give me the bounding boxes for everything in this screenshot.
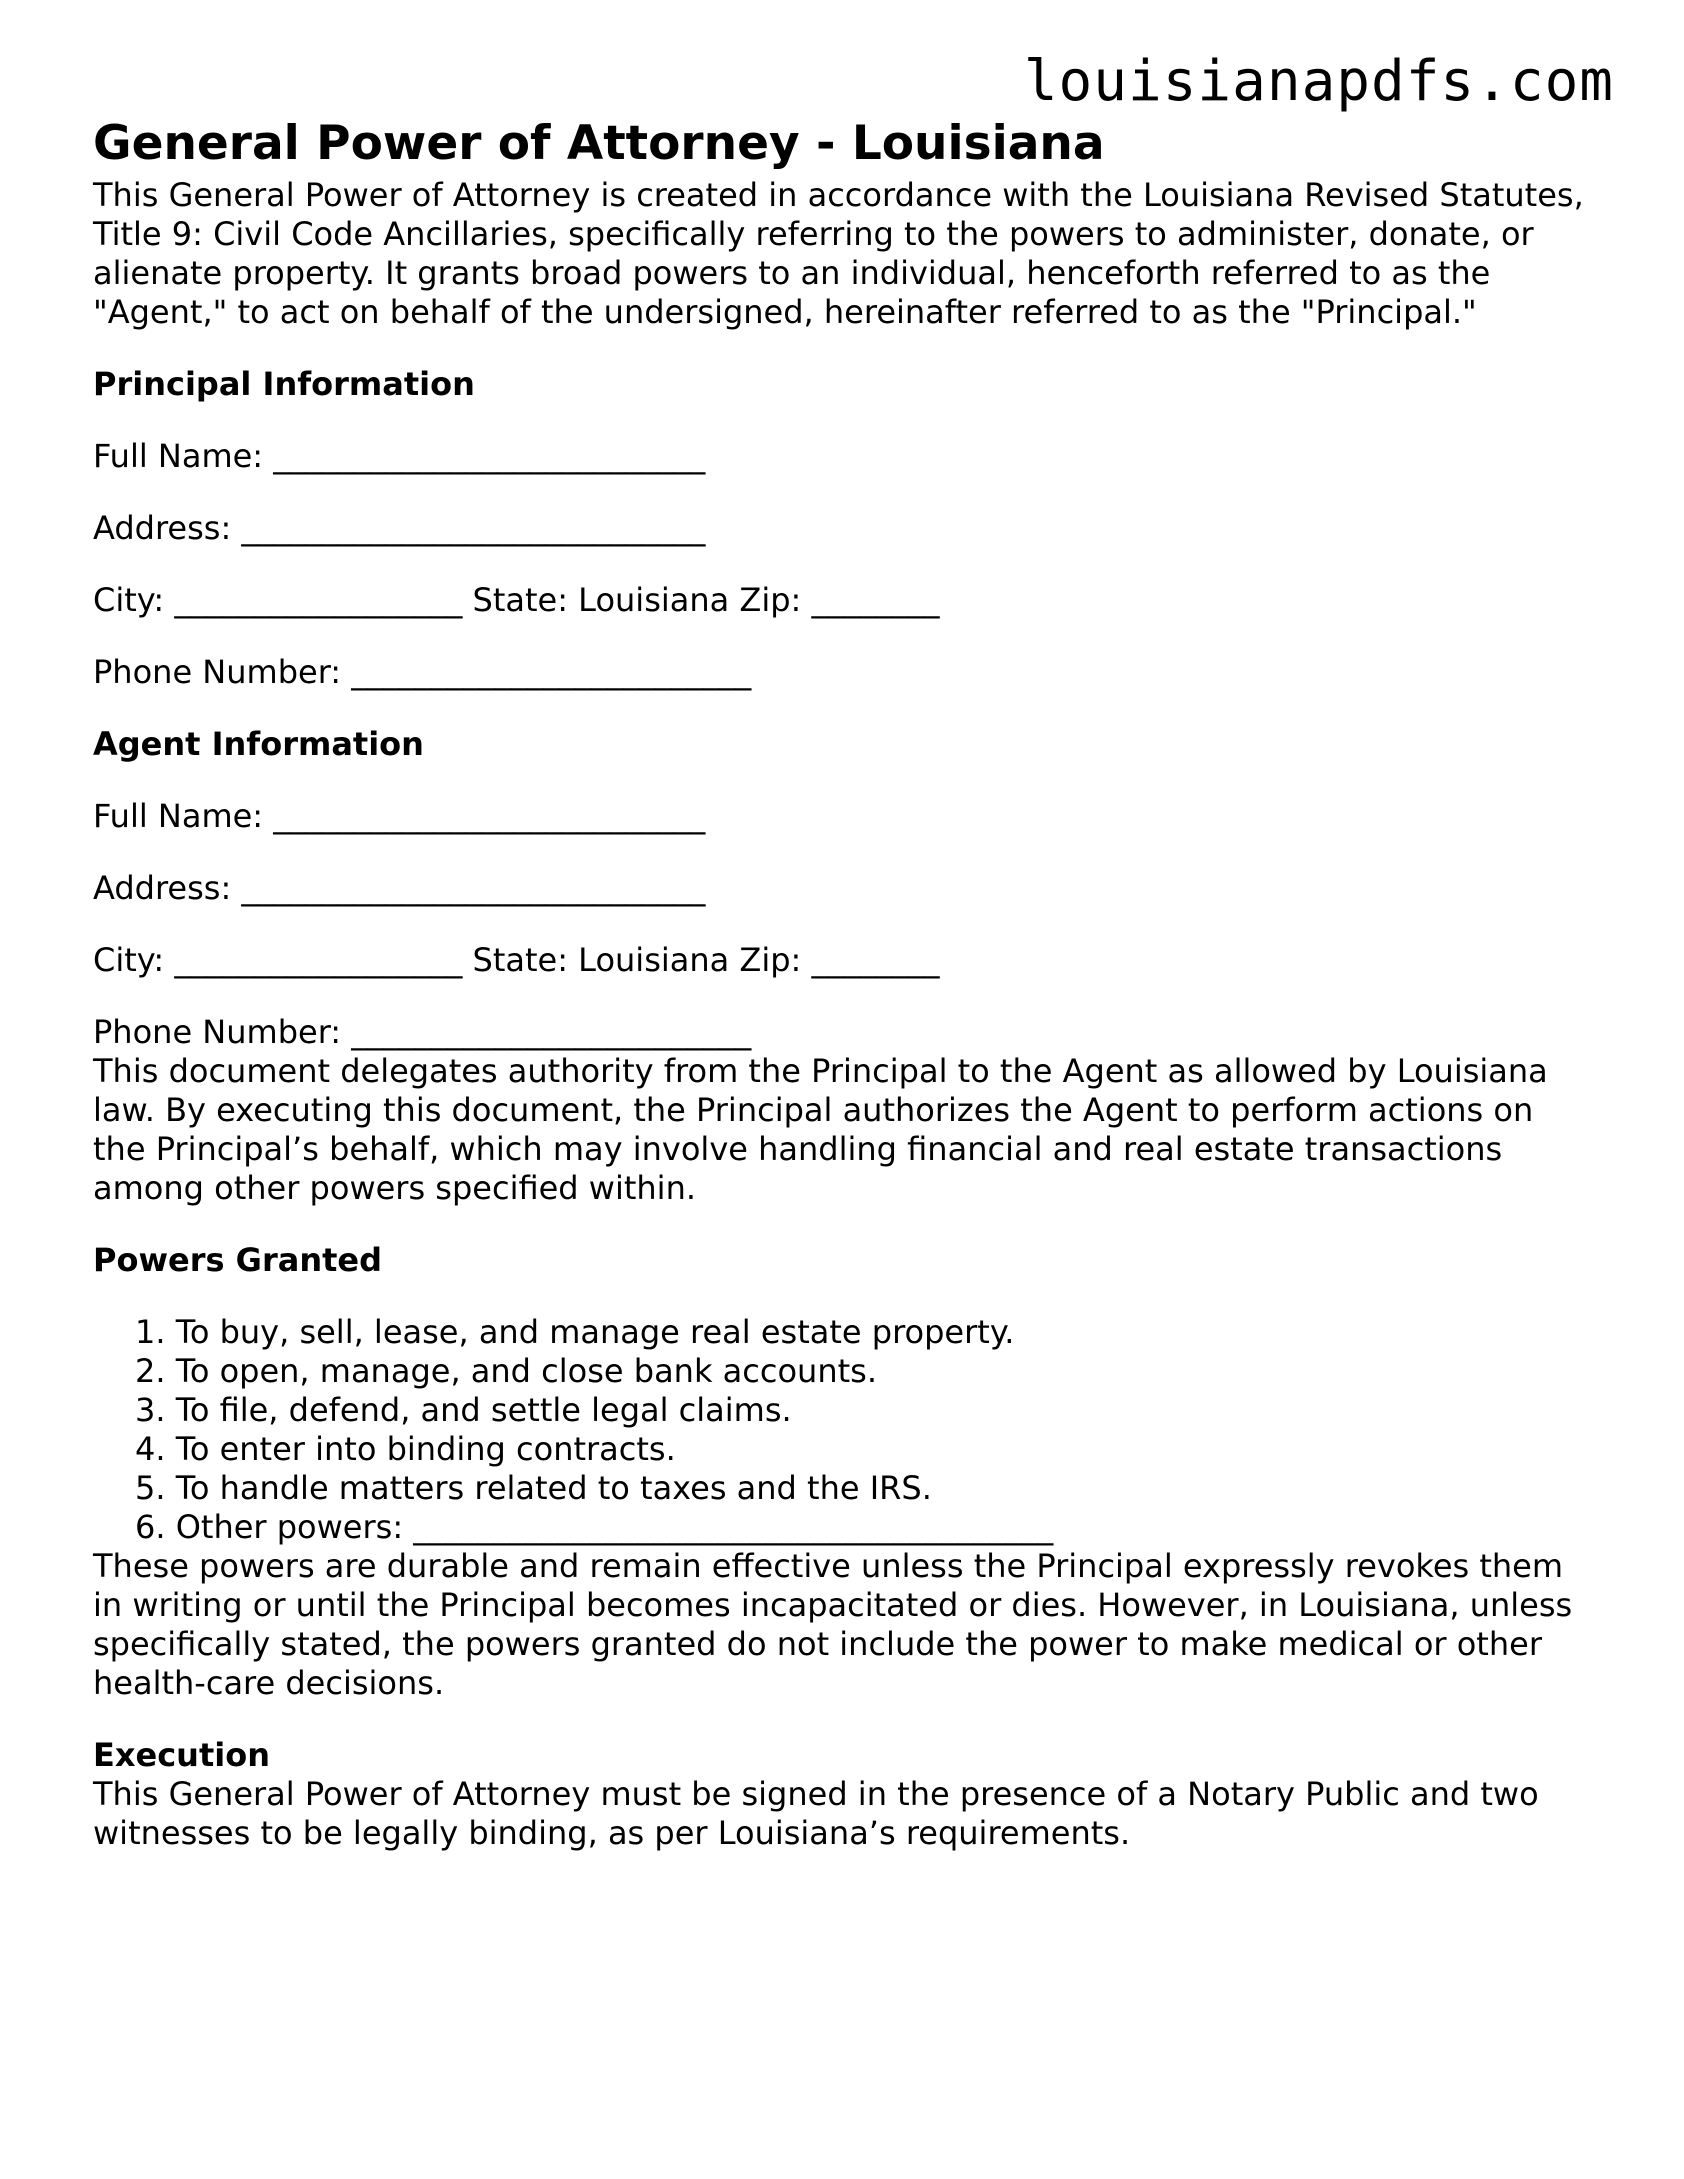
power-item: 1. To buy, sell, lease, and manage real estate property. bbox=[135, 1313, 1015, 1351]
document-title: General Power of Attorney - Louisiana bbox=[93, 116, 1105, 171]
principal-phone-field: Phone Number: _________________________ bbox=[93, 653, 752, 691]
principal-city-state-zip-field: City: __________________ State: Louisiana Zip: ________ bbox=[93, 581, 940, 619]
power-item: 5. To handle matters related to taxes and the IRS. bbox=[135, 1469, 932, 1507]
agent-phone-field: Phone Number: _________________________ bbox=[93, 1013, 752, 1051]
principal-address-field: Address: _____________________________ bbox=[93, 509, 706, 547]
powers-list bbox=[93, 1313, 1593, 1547]
site-watermark: louisianapdfs.com bbox=[1023, 49, 1614, 114]
delegation-paragraph: This document delegates authority from the Principal to the Agent as allowed by Louisiana law. By executing this document, the Principal authorizes the Agent to perform actions on the Principal’s behalf, which may involve handling financial and real estate transactions among other powers specified within. bbox=[93, 1052, 1548, 1207]
principal-heading: Principal Information bbox=[93, 365, 475, 403]
intro-paragraph: This General Power of Attorney is created in accordance with the Louisiana Revised Statutes, Title 9: Civil Code Ancillaries, specifically referring to the powers to administer, donate, or alienate property. It grants broad powers to an individual, henceforth referred to as the "Agent," to act on behalf of the undersigned, hereinafter referred to as the "Principal." bbox=[93, 176, 1584, 331]
agent-full-name-field: Full Name: ___________________________ bbox=[93, 797, 706, 835]
document-page bbox=[93, 112, 1593, 1853]
power-item: 2. To open, manage, and close bank accounts. bbox=[135, 1352, 877, 1390]
powers-heading: Powers Granted bbox=[93, 1241, 382, 1279]
power-item: 4. To enter into binding contracts. bbox=[135, 1430, 676, 1468]
principal-full-name-field: Full Name: ___________________________ bbox=[93, 437, 706, 475]
agent-city-state-zip-field: City: __________________ State: Louisiana Zip: ________ bbox=[93, 941, 940, 979]
power-item: 6. Other powers: ________________________________________ bbox=[135, 1508, 1054, 1546]
agent-address-field: Address: _____________________________ bbox=[93, 869, 706, 907]
durability-paragraph: These powers are durable and remain effective unless the Principal expressly revokes them in writing or until the Principal becomes incapacitated or dies. However, in Louisiana, unless specifically stated, the powers granted do not include the power to make medical or other health-care decisions. bbox=[93, 1547, 1573, 1702]
power-item: 3. To file, defend, and settle legal claims. bbox=[135, 1391, 792, 1429]
execution-paragraph: This General Power of Attorney must be signed in the presence of a Notary Public and two witnesses to be legally binding, as per Louisiana’s requirements. bbox=[93, 1775, 1539, 1852]
execution-heading: Execution bbox=[93, 1736, 270, 1774]
agent-heading: Agent Information bbox=[93, 725, 424, 763]
